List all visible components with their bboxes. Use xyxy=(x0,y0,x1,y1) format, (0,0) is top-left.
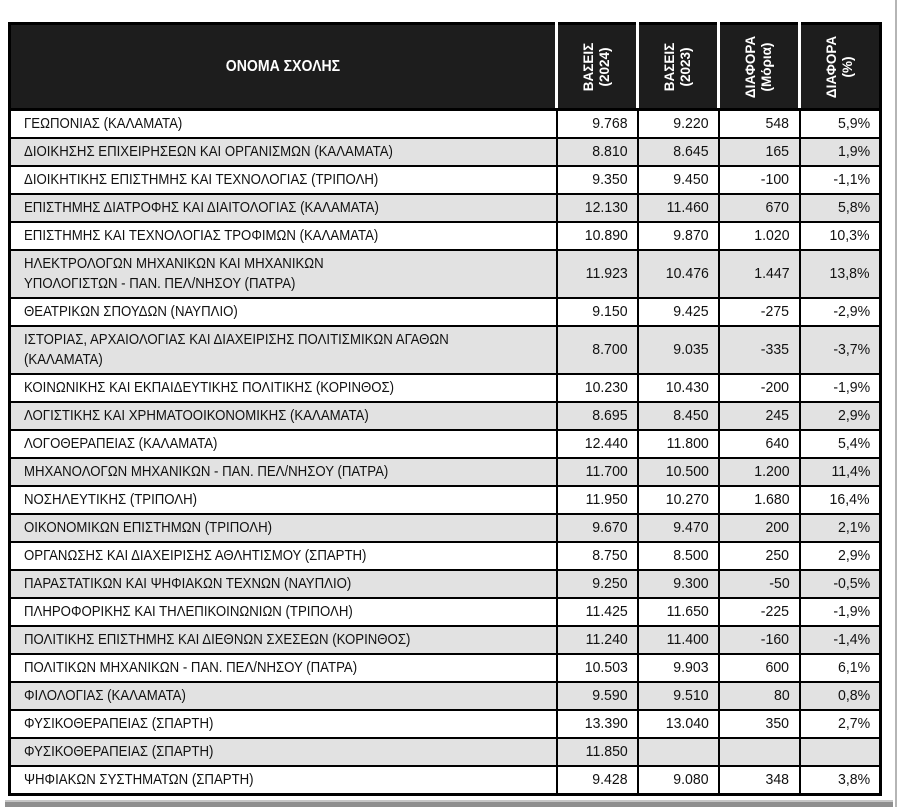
basis-2023-cell: 9.903 xyxy=(638,654,719,682)
diff-points-cell: -275 xyxy=(719,298,800,326)
basis-2023-cell: 8.500 xyxy=(638,542,719,570)
school-name-cell: ΟΙΚΟΝΟΜΙΚΩΝ ΕΠΙΣΤΗΜΩΝ (ΤΡΙΠΟΛΗ) xyxy=(10,514,557,542)
basis-2023-cell: 8.450 xyxy=(638,402,719,430)
table-row xyxy=(10,570,881,598)
basis-2023-cell: 9.080 xyxy=(638,766,719,795)
school-name-cell: ΨΗΦΙΑΚΩΝ ΣΥΣΤΗΜΑΤΩΝ (ΣΠΑΡΤΗ) xyxy=(10,766,557,795)
table-row xyxy=(10,626,881,654)
school-name-cell: ΕΠΙΣΤΗΜΗΣ ΚΑΙ ΤΕΧΝΟΛΟΓΙΑΣ ΤΡΟΦΙΜΩΝ (ΚΑΛΑΜΑΤΑ) xyxy=(10,222,557,250)
school-name-cell: ΜΗΧΑΝΟΛΟΓΩΝ ΜΗΧΑΝΙΚΩΝ - ΠΑΝ. ΠΕΛ/ΝΗΣΟΥ (ΠΑΤΡΑ) xyxy=(10,458,557,486)
school-name-header-label: ΟΝΟΜΑ ΣΧΟΛΗΣ xyxy=(225,57,341,75)
table-header xyxy=(10,24,881,110)
diff-pct-cell: 2,9% xyxy=(800,542,881,570)
basis-2023-cell: 11.800 xyxy=(638,430,719,458)
school-name-cell: ΦΥΣΙΚΟΘΕΡΑΠΕΙΑΣ (ΣΠΑΡΤΗ) xyxy=(10,710,557,738)
basis-2023-cell: 9.450 xyxy=(638,166,719,194)
basis-2024-cell: 9.670 xyxy=(557,514,638,542)
diff-pct-cell: -2,9% xyxy=(800,298,881,326)
school-name-cell: ΔΙΟΙΚΗΣΗΣ ΕΠΙΧΕΙΡΗΣΕΩΝ ΚΑΙ ΟΡΓΑΝΙΣΜΩΝ (ΚΑΛΑΜΑΤΑ) xyxy=(10,138,557,166)
basis-2023-cell: 10.270 xyxy=(638,486,719,514)
basis-2024-cell: 8.810 xyxy=(557,138,638,166)
diff-points-cell: 600 xyxy=(719,654,800,682)
diff-points-cell: 80 xyxy=(719,682,800,710)
basis-2024-cell: 9.150 xyxy=(557,298,638,326)
diff-pct-cell: 11,4% xyxy=(800,458,881,486)
basis-2024-cell: 11.923 xyxy=(557,250,638,298)
column-header-diff-percent: ΔΙΑΦΟΡΑ (%) xyxy=(800,24,881,110)
table-row xyxy=(10,598,881,626)
diff-pct-cell: 6,1% xyxy=(800,654,881,682)
column-header-basis-2024: ΒΑΣΕΙΣ (2024) xyxy=(557,24,638,110)
table-row xyxy=(10,374,881,402)
table-row xyxy=(10,486,881,514)
basis-2023-cell: 13.040 xyxy=(638,710,719,738)
table-row xyxy=(10,710,881,738)
basis-2024-cell: 12.130 xyxy=(557,194,638,222)
basis-2023-cell: 9.035 xyxy=(638,326,719,374)
basis-2023-cell: 10.500 xyxy=(638,458,719,486)
column-header-diff-points: ΔΙΑΦΟΡΑ (Μόρια) xyxy=(719,24,800,110)
diff-points-cell: 1.020 xyxy=(719,222,800,250)
school-name-cell: ΙΣΤΟΡΙΑΣ, ΑΡΧΑΙΟΛΟΓΙΑΣ ΚΑΙ ΔΙΑΧΕΙΡΙΣΗΣ ΠΟΛΙΤΙΣΜΙΚΩΝ ΑΓΑΘΩΝ (ΚΑΛΑΜΑΤΑ) xyxy=(10,326,557,374)
column-header-school-name xyxy=(10,24,557,110)
table-row xyxy=(10,138,881,166)
basis-2023-cell: 9.220 xyxy=(638,110,719,139)
school-name-cell: ΦΥΣΙΚΟΘΕΡΑΠΕΙΑΣ (ΣΠΑΡΤΗ) xyxy=(10,738,557,766)
diff-points-cell: 350 xyxy=(719,710,800,738)
school-name-cell: ΠΑΡΑΣΤΑΤΙΚΩΝ ΚΑΙ ΨΗΦΙΑΚΩΝ ΤΕΧΝΩΝ (ΝΑΥΠΛΙΟ) xyxy=(10,570,557,598)
basis-2023-cell: 9.300 xyxy=(638,570,719,598)
diff-points-cell: -160 xyxy=(719,626,800,654)
table-row xyxy=(10,738,881,766)
basis-2024-cell: 10.503 xyxy=(557,654,638,682)
bottom-divider-bar xyxy=(5,800,893,807)
basis-2024-cell: 10.890 xyxy=(557,222,638,250)
school-name-cell: ΟΡΓΑΝΩΣΗΣ ΚΑΙ ΔΙΑΧΕΙΡΙΣΗΣ ΑΘΛΗΤΙΣΜΟΥ (ΣΠΑΡΤΗ) xyxy=(10,542,557,570)
school-name-cell: ΛΟΓΟΘΕΡΑΠΕΙΑΣ (ΚΑΛΑΜΑΤΑ) xyxy=(10,430,557,458)
table-row xyxy=(10,326,881,374)
admission-bases-table xyxy=(8,22,880,796)
diff-points-cell: 245 xyxy=(719,402,800,430)
table-row xyxy=(10,766,881,795)
diff-points-cell: -335 xyxy=(719,326,800,374)
table-row xyxy=(10,682,881,710)
basis-2023-cell: 9.510 xyxy=(638,682,719,710)
basis-2023-cell: 10.430 xyxy=(638,374,719,402)
table-row xyxy=(10,458,881,486)
basis-2023-cell: 11.400 xyxy=(638,626,719,654)
diff-pct-cell xyxy=(800,738,881,766)
basis-2023-cell: 11.650 xyxy=(638,598,719,626)
diff-pct-cell: 5,9% xyxy=(800,110,881,139)
diff-pct-cell: 3,8% xyxy=(800,766,881,795)
diff-pct-cell: 5,4% xyxy=(800,430,881,458)
diff-points-cell xyxy=(719,738,800,766)
school-name-cell: ΝΟΣΗΛΕΥΤΙΚΗΣ (ΤΡΙΠΟΛΗ) xyxy=(10,486,557,514)
diff-pct-cell: 10,3% xyxy=(800,222,881,250)
table-row xyxy=(10,402,881,430)
table-row xyxy=(10,166,881,194)
table-row xyxy=(10,110,881,139)
diff-pct-cell: 1,9% xyxy=(800,138,881,166)
data-table xyxy=(8,22,882,796)
basis-2024-cell: 8.695 xyxy=(557,402,638,430)
diff-pct-cell: 0,8% xyxy=(800,682,881,710)
diff-points-cell: 348 xyxy=(719,766,800,795)
basis-2023-cell xyxy=(638,738,719,766)
diff-pct-cell: 2,7% xyxy=(800,710,881,738)
diff-points-cell: 200 xyxy=(719,514,800,542)
basis-2024-cell: 10.230 xyxy=(557,374,638,402)
diff-pct-cell: -1,4% xyxy=(800,626,881,654)
school-name-cell: ΕΠΙΣΤΗΜΗΣ ΔΙΑΤΡΟΦΗΣ ΚΑΙ ΔΙΑΙΤΟΛΟΓΙΑΣ (ΚΑΛΑΜΑΤΑ) xyxy=(10,194,557,222)
basis-2023-cell: 10.476 xyxy=(638,250,719,298)
school-name-cell: ΘΕΑΤΡΙΚΩΝ ΣΠΟΥΔΩΝ (ΝΑΥΠΛΙΟ) xyxy=(10,298,557,326)
basis-2024-cell: 11.240 xyxy=(557,626,638,654)
table-body xyxy=(10,110,881,795)
diff-pct-cell: -1,9% xyxy=(800,598,881,626)
diff-points-cell: -50 xyxy=(719,570,800,598)
basis-2024-cell: 11.425 xyxy=(557,598,638,626)
basis-2023-cell: 8.645 xyxy=(638,138,719,166)
basis-2024-cell: 9.590 xyxy=(557,682,638,710)
diff-points-cell: 1.200 xyxy=(719,458,800,486)
basis-2024-cell: 11.850 xyxy=(557,738,638,766)
basis-2024-cell: 9.250 xyxy=(557,570,638,598)
school-name-cell: ΦΙΛΟΛΟΓΙΑΣ (ΚΑΛΑΜΑΤΑ) xyxy=(10,682,557,710)
table-row xyxy=(10,250,881,298)
school-name-cell: ΠΟΛΙΤΙΚΗΣ ΕΠΙΣΤΗΜΗΣ ΚΑΙ ΔΙΕΘΝΩΝ ΣΧΕΣΕΩΝ (ΚΟΡΙΝΘΟΣ) xyxy=(10,626,557,654)
diff-points-cell: -225 xyxy=(719,598,800,626)
diff-points-cell: 670 xyxy=(719,194,800,222)
basis-2024-cell: 9.350 xyxy=(557,166,638,194)
school-name-cell: ΓΕΩΠΟΝΙΑΣ (ΚΑΛΑΜΑΤΑ) xyxy=(10,110,557,139)
diff-pct-cell: -1,1% xyxy=(800,166,881,194)
table-row xyxy=(10,542,881,570)
table-row xyxy=(10,298,881,326)
diff-pct-cell: 13,8% xyxy=(800,250,881,298)
basis-2024-cell: 13.390 xyxy=(557,710,638,738)
school-name-cell: ΠΟΛΙΤΙΚΩΝ ΜΗΧΑΝΙΚΩΝ - ΠΑΝ. ΠΕΛ/ΝΗΣΟΥ (ΠΑΤΡΑ) xyxy=(10,654,557,682)
basis-2024-cell: 9.428 xyxy=(557,766,638,795)
basis-2024-cell: 11.950 xyxy=(557,486,638,514)
diff-pct-cell: 2,9% xyxy=(800,402,881,430)
table-row xyxy=(10,430,881,458)
diff-pct-cell: 5,8% xyxy=(800,194,881,222)
diff-pct-cell: 2,1% xyxy=(800,514,881,542)
school-name-cell: ΔΙΟΙΚΗΤΙΚΗΣ ΕΠΙΣΤΗΜΗΣ ΚΑΙ ΤΕΧΝΟΛΟΓΙΑΣ (ΤΡΙΠΟΛΗ) xyxy=(10,166,557,194)
diff-points-cell: 250 xyxy=(719,542,800,570)
diff-points-cell: 1.680 xyxy=(719,486,800,514)
right-edge-line xyxy=(895,0,897,807)
diff-points-cell: -100 xyxy=(719,166,800,194)
basis-2024-cell: 11.700 xyxy=(557,458,638,486)
basis-2023-cell: 9.470 xyxy=(638,514,719,542)
diff-points-cell: 165 xyxy=(719,138,800,166)
basis-2023-cell: 11.460 xyxy=(638,194,719,222)
diff-pct-cell: -1,9% xyxy=(800,374,881,402)
column-header-basis-2023: ΒΑΣΕΙΣ (2023) xyxy=(638,24,719,110)
header-row xyxy=(10,24,881,110)
basis-2024-cell: 12.440 xyxy=(557,430,638,458)
diff-pct-cell: -3,7% xyxy=(800,326,881,374)
diff-points-cell: 548 xyxy=(719,110,800,139)
basis-2023-cell: 9.425 xyxy=(638,298,719,326)
school-name-cell: ΛΟΓΙΣΤΙΚΗΣ ΚΑΙ ΧΡΗΜΑΤΟΟΙΚΟΝΟΜΙΚΗΣ (ΚΑΛΑΜΑΤΑ) xyxy=(10,402,557,430)
basis-2024-cell: 8.750 xyxy=(557,542,638,570)
basis-2024-cell: 9.768 xyxy=(557,110,638,139)
basis-2023-cell: 9.870 xyxy=(638,222,719,250)
diff-points-cell: 640 xyxy=(719,430,800,458)
school-name-cell: ΗΛΕΚΤΡΟΛΟΓΩΝ ΜΗΧΑΝΙΚΩΝ ΚΑΙ ΜΗΧΑΝΙΚΩΝ ΥΠΟΛΟΓΙΣΤΩΝ - ΠΑΝ. ΠΕΛ/ΝΗΣΟΥ (ΠΑΤΡΑ) xyxy=(10,250,557,298)
basis-2024-cell: 8.700 xyxy=(557,326,638,374)
school-name-cell: ΠΛΗΡΟΦΟΡΙΚΗΣ ΚΑΙ ΤΗΛΕΠΙΚΟΙΝΩΝΙΩΝ (ΤΡΙΠΟΛΗ) xyxy=(10,598,557,626)
diff-pct-cell: -0,5% xyxy=(800,570,881,598)
diff-points-cell: 1.447 xyxy=(719,250,800,298)
table-row xyxy=(10,654,881,682)
table-row xyxy=(10,194,881,222)
table-row xyxy=(10,514,881,542)
school-name-cell: ΚΟΙΝΩΝΙΚΗΣ ΚΑΙ ΕΚΠΑΙΔΕΥΤΙΚΗΣ ΠΟΛΙΤΙΚΗΣ (ΚΟΡΙΝΘΟΣ) xyxy=(10,374,557,402)
table-row xyxy=(10,222,881,250)
diff-pct-cell: 16,4% xyxy=(800,486,881,514)
diff-points-cell: -200 xyxy=(719,374,800,402)
